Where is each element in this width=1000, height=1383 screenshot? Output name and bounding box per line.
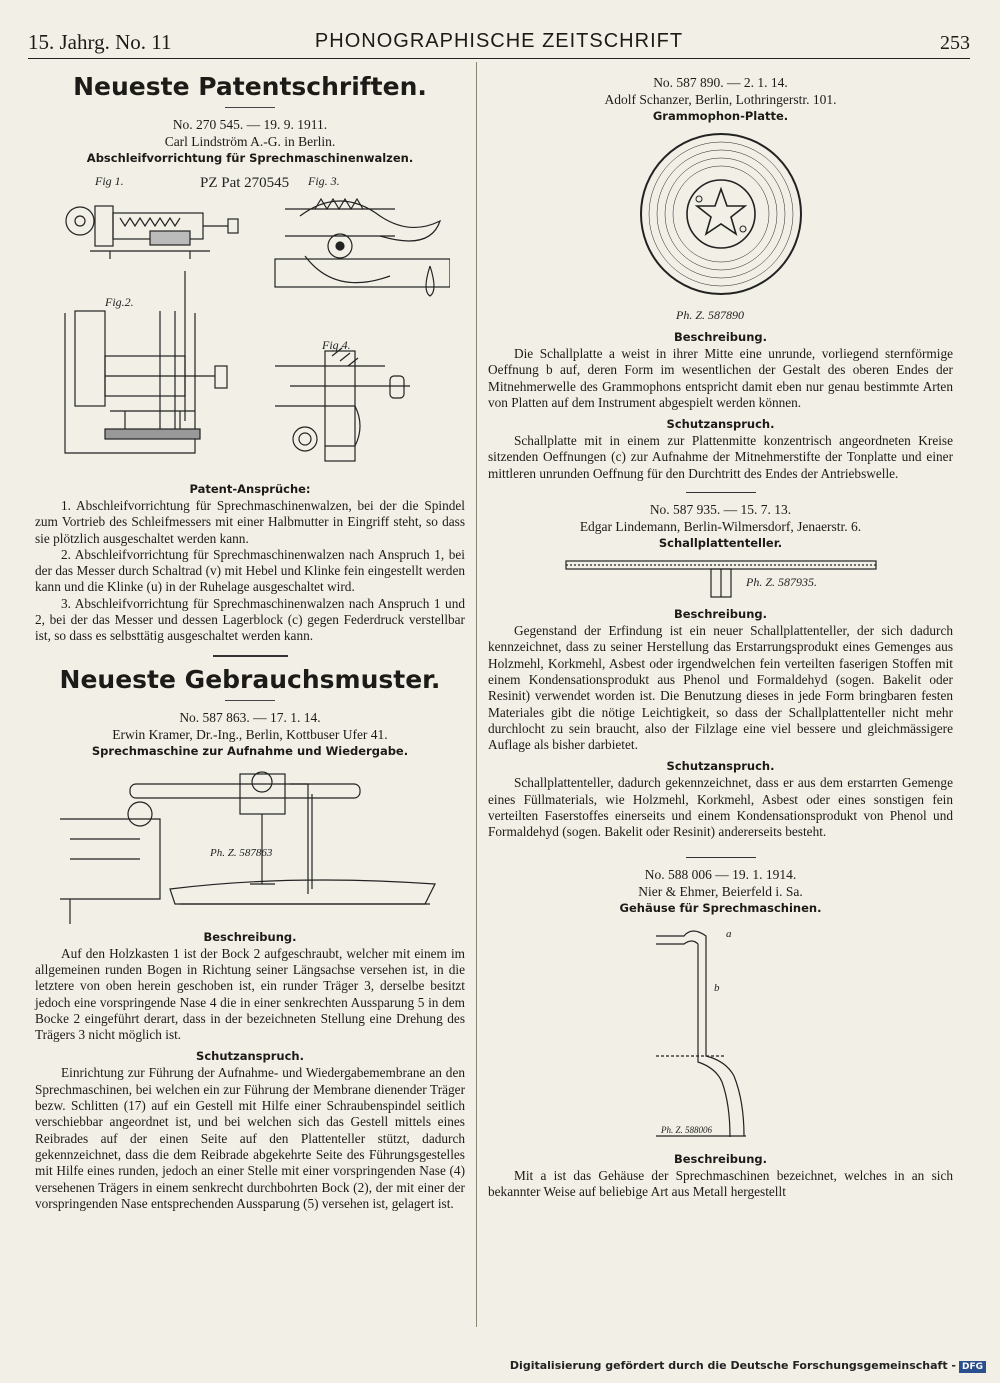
- patent-claim-1: 1. Abschleifvorrichtung für Sprechmaschinenwalzen, bei der die Spindel zum Vortrieb des Schleifmessers mit einer Halbmutter in Eingriff steht, so dass sie plötzlich ausgeschaltet werden kann.: [35, 498, 465, 546]
- patent-claim-2: 2. Abschleifvorrichtung für Sprechmaschinenwalzen nach Anspruch 1, bei der das Messer durch Schaltrad (v) mit Hebel und Klinke fein eingestellt werden kann und die Klinke (u) in der Ruhelage ausgeschaltet wird.: [35, 546, 465, 595]
- divider: [686, 492, 756, 493]
- left-column: [35, 62, 465, 1212]
- gm1-title: Sprechmaschine zur Aufnahme und Wiedergabe.: [91, 743, 409, 758]
- patent-applicant: Carl Lindström A.-G. in Berlin.: [164, 134, 336, 149]
- gm2-number-date: No. 587 890. — 2. 1. 14.: [653, 75, 788, 90]
- gm3-number-date: No. 587 935. — 15. 7. 13.: [649, 502, 792, 518]
- gm1-description-heading: Beschreibung.: [203, 929, 297, 944]
- gm4-description: Mit a ist das Gehäuse der Sprechmaschinen bezeichnet, welches in an sich bekannter Weise auf beliebige Art aus Metall hergestellt: [488, 1167, 953, 1199]
- running-head: [28, 26, 970, 59]
- gm1-applicant: Erwin Kramer, Dr.-Ing., Berlin, Kottbuser Ufer 41.: [112, 726, 388, 742]
- gm2-claim-heading: Schutzanspruch.: [666, 417, 775, 432]
- gm1-number-date: No. 587 863. — 17. 1. 14.: [179, 709, 321, 725]
- gm2-figure-mark: Ph. Z. 587890: [675, 308, 744, 322]
- gm1-claim: Einrichtung zur Führung der Aufnahme- und Wiedergabemembrane an den Sprechmaschinen, bei welchen ein zur Führung der Membrane dienender Träger bezw. Schlitten (17) auf ein Gestell mit Hilfe einer Schraubenspindel seitlich verschiebbar angeordnet ist, und bei welchen sich das Gestell mittels eines Reibrades auf der einen Seite auf den Plattenteller stützt, dadurch gekennzeichnet, dass die dem Reibrade abgekehrte Seite des Führungsgestelles mit Hilfe eines runden, jedoch an einer Stelle mit einer vorspringenden Nase (4) versehenen Trägers in einem senkrecht durchbohrten Bock (2), der mit einer der vorspringenden Nase entsprechenden Aussparung (5) versehen ist, gelagert ist.: [35, 1065, 465, 1211]
- utility-model-entry: [488, 74, 953, 482]
- gm1-description: Auf den Holzkasten 1 ist der Bock 2 aufgeschraubt, welcher mit einem im allgemeinen runden Bogen in Richtung seiner Längsachse versehen ist, in die letztere von oben herein geschoben ist, ein runder Träger 3, derselbe besitzt jedoch eine vorspringende Nase 4 die in einer senkrechten Aussparung 5 in dem Bocke 2 eingeführt derart, dass in der bezeichneten Stellung eine Drehung des Trägers 3 nicht möglich ist.: [35, 945, 465, 1043]
- footer-text: Digitalisierung gefördert durch die Deutsche Forschungsgemeinschaft -: [509, 1359, 956, 1372]
- gm4-title: Gehäuse für Sprechmaschinen.: [619, 900, 822, 915]
- right-column: [488, 62, 953, 1200]
- column-divider: [476, 62, 477, 1327]
- patent-drawing: [50, 171, 450, 476]
- divider: [686, 857, 756, 858]
- patent-number-date: No. 270 545. — 19. 9. 1911.: [172, 117, 328, 132]
- section-title-utility-models: Neueste Gebrauchsmuster.: [59, 664, 441, 694]
- utility-model-entry: [488, 866, 953, 1201]
- utility-model-entry: [488, 501, 953, 841]
- gm2-claim: Schallplatte mit in einem zur Plattenmitte konzentrisch angeordneten Kreise sitzenden Oeffnungen (c) zur Aufnahme der Mitnehmerstifte der Tonplatte und einer mittleren unrunden Oeffnung für den Durchtritt des Endes der Antriebswelle.: [488, 433, 953, 481]
- gm4-drawing: [636, 921, 806, 1146]
- gm3-description: Gegenstand der Erfindung ist ein neuer Schallplattenteller, der sich dadurch kennzeichnet, dass zu seiner Herstellung das Erstarrungsprodukt eines Gemenges aus Holzmehl, Korkmehl, Asbest oder irgendwelchen fein verteilten faserigen Stoffen mit einem Kondensationsprodukt aus Phenol und Formaldehyd (sogen. Bakelit oder Resinit) verwendet worden ist. Die Benutzung dieses in jede Form bringbaren festen Materiales gibt die nötige Leichtigkeit, so dass der Schallplattenteller nicht mehr durchlocht zu sein braucht, also der Filzlage eine viel bessere und gleichmässigere Auflage als bisher darbietet.: [488, 623, 953, 753]
- volume-issue: 15. Jahrg. No. 11: [28, 30, 172, 54]
- gm3-drawing: [561, 556, 881, 601]
- dfg-logo-icon: DFG: [959, 1361, 986, 1373]
- gm3-claim-heading: Schutzanspruch.: [666, 759, 775, 774]
- gm4-applicant: Nier & Ehmer, Beierfeld i. Sa.: [638, 883, 803, 899]
- svg-text:b: b: [713, 981, 719, 994]
- gm4-description-heading: Beschreibung.: [673, 1151, 768, 1166]
- gm2-description-heading: Beschreibung.: [673, 330, 768, 344]
- fig2-label: Fig.2.: [105, 295, 134, 309]
- gm4-number-date: No. 588 006 — 19. 1. 1914.: [644, 866, 797, 882]
- gm1-drawing: [50, 764, 450, 924]
- patent-entry: [35, 116, 465, 645]
- gm2-drawing: [621, 129, 821, 324]
- gm1-claim-heading: Schutzanspruch.: [196, 1049, 304, 1064]
- divider: [213, 655, 288, 657]
- gm2-applicant: Adolf Schanzer, Berlin, Lothringerstr. 101.: [604, 92, 837, 107]
- gm1-figure-mark: Ph. Z. 587863: [210, 846, 273, 859]
- gm4-figure-mark: Ph. Z. 588006: [660, 1124, 712, 1135]
- patent-mark: PZ Pat 270545: [200, 175, 290, 191]
- digitization-footer: [510, 1359, 986, 1373]
- utility-model-entry: [35, 709, 465, 1212]
- gm3-figure-mark: Ph. Z. 587935.: [745, 575, 817, 590]
- gm3-applicant: Edgar Lindemann, Berlin-Wilmersdorf, Jenaerstr. 6.: [579, 519, 862, 535]
- divider: [225, 700, 275, 701]
- fig4-label: Fig 4.: [322, 338, 351, 352]
- gm3-description-heading: Beschreibung.: [673, 607, 768, 622]
- gm3-claim: Schallplattenteller, dadurch gekennzeichnet, dass er aus dem erstarrten Gemenge eines Füllmaterials, wie Holzmehl, Korkmehl, Asbest oder eines sonstigen fein verteilten Faserstoffes einerseits und einem Kondensationsprodukt von Phenol und Formaldehyd (sogen. Bakelit oder Resinit) andererseits besteht.: [488, 775, 953, 840]
- gm2-description: Die Schallplatte a weist in ihrer Mitte eine unrunde, vorliegend sternförmige Oeffnung b auf, deren Form im wesentlichen der Gestalt des oberen Endes der Mitnehmerwelle des Grammophons entspricht damit eben nur genau bestimmte Arten von Platten auf dem Instrument abgespielt werden können.: [488, 346, 953, 410]
- fig3-label: Fig. 3.: [308, 174, 340, 188]
- fig2-drawing: [65, 271, 227, 453]
- fig4-drawing: [275, 348, 410, 461]
- page-number: 253: [940, 32, 970, 54]
- fig1-drawing: [66, 206, 238, 259]
- claims-heading: Patent-Ansprüche:: [189, 482, 311, 496]
- gm2-title: Grammophon-Platte.: [652, 109, 789, 123]
- gm3-title: Schallplattenteller.: [658, 536, 783, 551]
- patent-claim-3: 3. Abschleifvorrichtung für Sprechmaschinenwalzen nach Anspruch 1 und 2, bei der das Messer und dessen Lagerblock (c) gegen Federdruck verstellbar ist, so dass es selbsttätig ausgeschaltet werden kann.: [35, 595, 465, 644]
- section-title-patents: Neueste Patentschriften.: [73, 72, 427, 101]
- patent-title: Abschleifvorrichtung für Sprechmaschinenwalzen.: [86, 151, 414, 165]
- svg-text:a: a: [725, 927, 731, 940]
- divider: [225, 107, 275, 108]
- journal-name: PHONOGRAPHISCHE ZEITSCHRIFT: [314, 30, 684, 52]
- fig1-label: Fig 1.: [95, 174, 124, 188]
- fig3-drawing: [275, 199, 450, 296]
